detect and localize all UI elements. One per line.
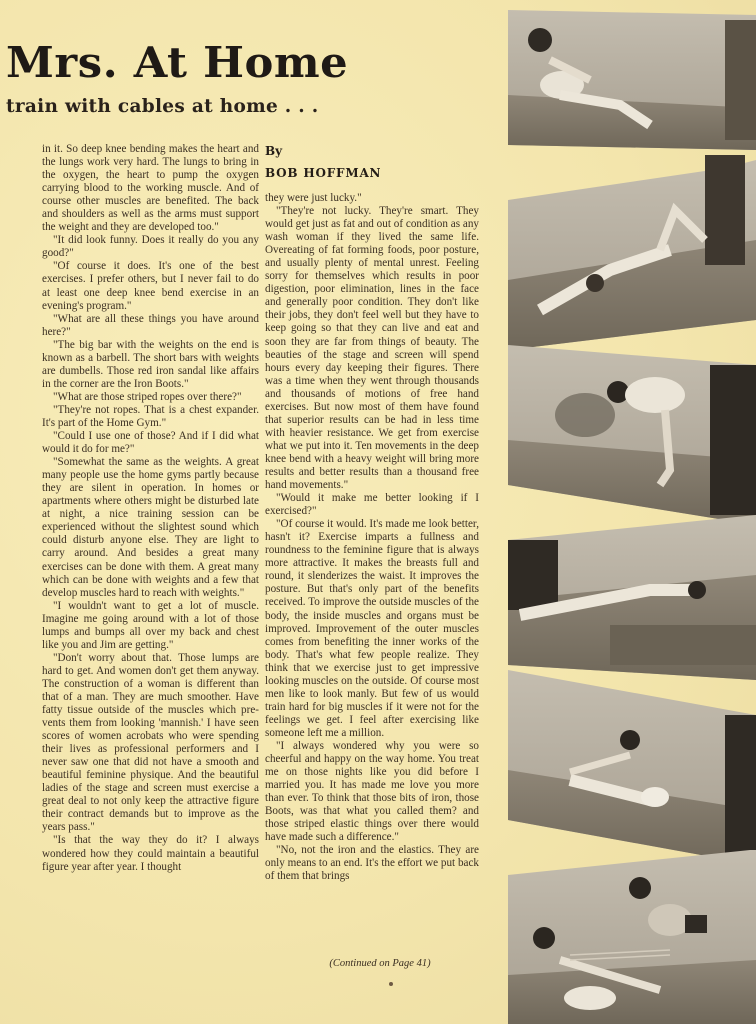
paragraph: "No, not the iron and the elastics. They are only means to an end. It's the effort we put back of them that brings xyxy=(265,844,479,883)
continued-note: (Continued on Page 41) xyxy=(329,958,431,969)
text-column-1 xyxy=(42,143,259,874)
paragraph: "What are those striped ropes over there?" xyxy=(53,390,242,403)
paragraph: "Is that the way they do it? I always wondered how they could maintain a beautiful figure year after year. I thought xyxy=(42,834,259,873)
byline-prefix: By xyxy=(265,144,283,158)
paragraph: "I wouldn't want to get a lot of muscle. Imagine me going around with a lot of those lumps and bumps all over my back and chest like you and Jim are getting." xyxy=(42,599,259,651)
author-name: BOB HOFFMAN xyxy=(265,166,382,180)
paragraph: "What are all these things you have around here?" xyxy=(42,312,259,338)
photo-woman-sitting-icon xyxy=(508,10,756,150)
paragraph: "Somewhat the same as the weights. A great many people use the home gyms partly because they are silent in operation. In homes or apartments where others might be disturbed late at night, a nice training session can be experienced without the slightest sound which could disturb anyone else. They are light to carry around. And besides a great many exercises can be done with them. A great many which can be done with weights and a few that develop muscles hard to reach with weights." xyxy=(42,456,259,599)
photo-woman-bending-icon xyxy=(508,345,756,525)
text-column-2 xyxy=(265,192,479,883)
photo-strip xyxy=(500,0,756,1024)
paragraph: "Of course it does. It's one of the best exercises. I prefer others, but I never fail to do at least one deep knee bend exercise in an evening's program." xyxy=(42,260,259,312)
paragraph: "The big bar with the weights on the end is known as a barbell. The short bars with weights are dumbells. Those red iron sandal like affairs in the corner are the Iron Boots." xyxy=(42,338,259,390)
paragraph: "They're not lucky. They're smart. They would get just as fat and out of condition as any wash woman if they lived the same life. Overeating of fat forming foods, poor posture, and usually plenty of mental unrest. Feeling sorry for themselves which results in poor digestion, poor elimination, lines in the face and generally poor condition. They don't like their jobs, they don't feel well but they have to keep going so that they can live and eat and soon they are far from things of beauty. The beauties of the stage and screen will spend hours every day keeping their figures. There was a time when they went through thousands and thousands of motions of free hand exercises. But now most of them have found that superior results can be had in less time with heavier resistance. We get from exercise what we put into it. Ten movements in the deep knee bend with a heavy weight will bring more results and better results than a thousand free hand movements." xyxy=(265,205,479,492)
paragraph: "Would it make me better looking if I exercised?" xyxy=(265,492,479,518)
page-dot xyxy=(389,982,393,986)
paragraph: "They're not ropes. That is a chest expander. It's part of the Home Gym." xyxy=(42,403,259,429)
article-subtitle: train with cables at home . . . xyxy=(6,96,319,117)
article-title: Mrs. At Home xyxy=(6,38,349,87)
paragraph: "It did look funny. Does it really do you any good?" xyxy=(42,234,259,260)
paragraph: "I always wondered why you were so cheerful and happy on the way home. You treat me on those nights like you did before I married you. It has made me love you more than ever. To think that those bits of iron, those Boots, was that what you called them? and those striped elastic things over there would have made such a difference." xyxy=(265,739,479,844)
photo-woman-cable-row-with-man-icon xyxy=(508,850,756,1024)
paragraph: they were just lucky." xyxy=(265,192,362,204)
photo-woman-lying-flat-icon xyxy=(508,515,756,680)
paragraph: "Of course it would. It's made me look better, hasn't it? Exercise imparts a fullness and roundness to the feminine figure that is always more attractive. It makes the breasts full and round, it slenderizes the waist. It improves the posture. But that's only part of the benefits received. To improve the outside muscles of the body, the inside muscles and organs must be improved. Improvement of the outer muscles comes from benefiting the inner works of the body. That's what few people realize. They think that we exercise just to get impressive looking muscles on the outside. Of course most men like to look manly. But few of us would train hard for big muscles if it were not for the feelings we get. I feel after exercising like someone left me a million. xyxy=(265,518,479,739)
paragraph: in it. So deep knee bending makes the heart and the lungs work very hard. The lungs to bring in the oxygen, the heart to pump the oxygen carrying blood to the working muscle. And of course other muscles are benefited. The back and shoulders as well as the arms must support the weight and they are developed too." xyxy=(42,143,259,234)
photo-woman-toe-touch-icon xyxy=(508,670,756,865)
photo-woman-lying-arms-overhead-icon xyxy=(508,155,756,350)
paragraph: "Could I use one of those? And if I did what would it do for me?" xyxy=(42,430,259,456)
paragraph: "Don't worry about that. Those lumps are hard to get. And women don't get them anyway. The construction of a woman is different than that of a man. They are much smoother. Have fatty tissue outside of the muscles which prevents them from looking 'mannish.' I have seen scores of women acrobats who were spending their lives as professional performers and I never saw one that did not have a smooth and beautiful feminine physique. And the beautiful ladies of the stage and screen must exercise a great deal to not only keep the attractive figure their contract demands but to improve as the years pass." xyxy=(42,651,259,834)
